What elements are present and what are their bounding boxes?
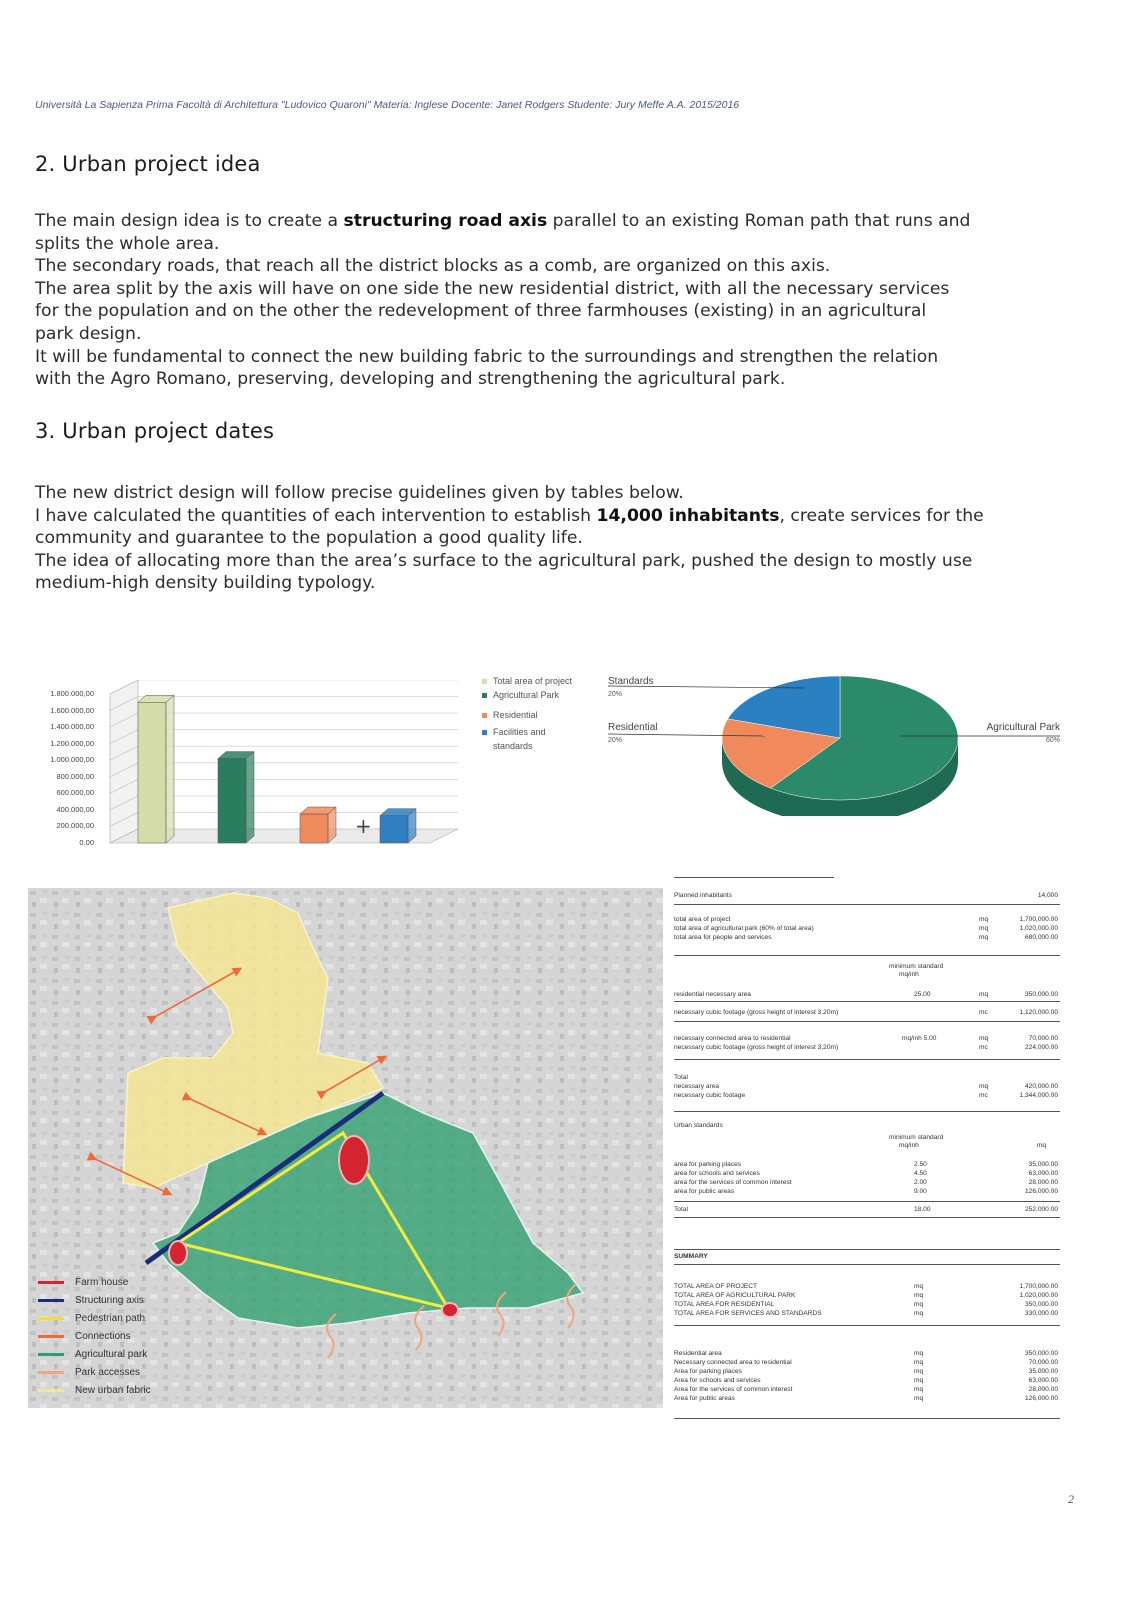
table-cell: Necessary connected area to residential: [674, 1359, 792, 1366]
pie-label-agricultural-park: [975, 722, 1060, 744]
table-cell: 25.00: [914, 991, 931, 998]
line-text: with the Agro Romano, preserving, developing and strengthening the agricultural park.: [35, 369, 786, 390]
bar-legend-item: [482, 676, 572, 686]
table-row: [674, 1092, 1060, 1101]
table-cell: 350,000.00: [1024, 991, 1058, 998]
map-legend-item: [38, 1385, 151, 1396]
table-row: [674, 1301, 1060, 1310]
legend-label: Facilities and: [493, 727, 546, 737]
table-cell: 126,000.00: [1024, 1188, 1058, 1195]
pie-label-standards: [608, 676, 654, 698]
table-cell: Total: [674, 1074, 688, 1081]
table-cell: 4.50: [914, 1170, 927, 1177]
table-rule: [674, 1418, 1060, 1419]
section3-line: [35, 527, 1075, 550]
table-cell: Area for the services of common interest: [674, 1386, 793, 1393]
urban-plan-map-drawing: [28, 888, 663, 1408]
table-cell: area for public areas: [674, 1188, 735, 1195]
table-cell: necessary cubic footage (gross height of interest 3.20m): [674, 1009, 839, 1016]
table-cell: 28,000.00: [1028, 1386, 1058, 1393]
document-header: Università La Sapienza Prima Facoltà di Architettura "Ludovico Quaroni" Materia: Inglese Docente: Janet Rodgers Studente: Jury Meffe A.A. 2015/2016: [35, 99, 740, 111]
bar-legend-item: [482, 690, 559, 700]
table-cell: 63,000.00: [1028, 1170, 1058, 1177]
table-cell: Residential area: [674, 1350, 722, 1357]
table-row: [674, 916, 1060, 925]
table-cell: mq: [914, 1368, 924, 1375]
table-row: [674, 1142, 1060, 1151]
table-cell: necessary area: [674, 1083, 720, 1090]
table-cell: 1,700,000.00: [1019, 916, 1058, 923]
section3-line: [35, 482, 1075, 505]
line-text: for the population and on the other the redevelopment of three farmhouses (existing) in an agricultural: [35, 301, 927, 322]
table-row: [674, 1310, 1060, 1319]
line-text: I have calculated the quantities of each intervention to establish: [35, 505, 597, 526]
table-cell: mc: [979, 1044, 988, 1051]
table-row: [674, 892, 1060, 901]
table-cell: 126,000.00: [1024, 1395, 1058, 1402]
table-cell: residential necessary area: [674, 991, 751, 998]
planned-inhabitants-value: 14,000: [1037, 892, 1058, 899]
legend-label: Agricultural Park: [493, 690, 560, 700]
table-cell: necessary cubic footage: [674, 1092, 746, 1099]
y-tick-label: 1.800.000,00: [50, 689, 94, 698]
map-legend-item: [38, 1349, 147, 1360]
summary-title: SUMMARY: [674, 1253, 708, 1260]
table-cell: Urban standards: [674, 1122, 723, 1129]
line-bold-text: 14,000 inhabitants: [596, 505, 780, 526]
section2-line: [35, 346, 1075, 369]
table-row: [674, 1170, 1060, 1179]
pie-label-residential: [608, 722, 657, 744]
section3-line: [35, 572, 1075, 595]
bar-chart-areas: [28, 680, 468, 870]
section2-line: [35, 233, 1075, 256]
table-cell: total area for people and services: [674, 934, 772, 941]
section-title-urban-project-idea: 2. Urban project idea: [35, 152, 261, 176]
section3-line: [35, 505, 1075, 528]
table-cell: 63,000.00: [1028, 1377, 1058, 1384]
legend-label: Pedestrian path: [75, 1313, 146, 1324]
line-text: parallel to an existing Roman path that runs and: [547, 211, 971, 231]
table-cell: Area for public areas: [674, 1395, 735, 1402]
y-tick-label: 800.000,00: [56, 771, 94, 781]
table-cell: mq: [914, 1386, 924, 1393]
table-cell: mq: [979, 1035, 989, 1042]
table-rule: [674, 1201, 1060, 1202]
y-tick-label: 1.400.000,00: [50, 722, 94, 732]
map-legend-item: [38, 1277, 128, 1288]
legend-line-swatch: [38, 1317, 64, 1320]
y-tick-label: 1.200.000,00: [50, 738, 94, 748]
legend-label: Agricultural park: [75, 1349, 148, 1360]
planned-inhabitants-label: Planned inhabitants: [674, 892, 732, 899]
table-cell: mc: [979, 1009, 988, 1016]
table-cell: area for parking places: [674, 1161, 742, 1168]
y-tick-label: 600.000,00: [56, 788, 94, 798]
section-body-urban-project-dates: [35, 482, 1075, 595]
table-cell: area for schools and services: [674, 1170, 760, 1177]
table-rule: [674, 904, 1060, 905]
urban-plan-map: [28, 888, 663, 1408]
line-text: The idea of allocating more than the area’s surface to the agricultural park, pushed the design to mostly use: [35, 550, 973, 571]
legend-label: Residential: [493, 710, 538, 720]
table-cell: mq/inh: [899, 971, 919, 978]
table-rule: [674, 1001, 1060, 1002]
table-cell: mq: [914, 1283, 924, 1290]
legend-swatch: [482, 679, 487, 684]
table-rule: [674, 1021, 1060, 1022]
legend-label: Total area of project: [493, 676, 573, 686]
map-legend-item: [38, 1313, 145, 1324]
table-row: [674, 1386, 1060, 1395]
section-body-urban-project-idea: [35, 210, 1075, 391]
table-cell: Area for parking places: [674, 1368, 742, 1375]
legend-swatch: [482, 713, 487, 718]
bar-chart-canvas: [28, 680, 468, 870]
bar-legend-item: [482, 741, 533, 751]
table-row: [674, 1253, 1060, 1262]
y-tick-label: 0.00: [79, 838, 94, 847]
table-rule: [674, 877, 834, 878]
table-cell: 2.00: [914, 1179, 927, 1186]
line-text: splits the whole area.: [35, 233, 220, 254]
legend-line-swatch: [38, 1299, 64, 1302]
table-cell: necessary cubic footage (gross height of interest 3,20m): [674, 1044, 839, 1051]
project-data-tables: [674, 875, 1064, 1435]
legend-line-swatch: [38, 1389, 64, 1392]
table-cell: mq/inh: [899, 1142, 919, 1149]
table-row: [674, 1179, 1060, 1188]
table-cell: mq: [1036, 1142, 1046, 1149]
line-text: , create services for the: [779, 505, 984, 526]
table-cell: TOTAL AREA FOR RESIDENTIAL: [674, 1301, 775, 1308]
map-legend-item: [38, 1295, 144, 1306]
table-cell: area for the services of common interest: [674, 1179, 792, 1186]
table-cell: total area of project: [674, 916, 731, 923]
table-cell: 1,344,000.00: [1019, 1092, 1058, 1099]
legend-label: Structuring axis: [75, 1295, 144, 1306]
y-tick-label: 200.000,00: [56, 821, 94, 831]
bar-front: [138, 702, 166, 843]
table-cell: necessary connected area to residential: [674, 1035, 791, 1042]
table-cell: 28,000.00: [1028, 1179, 1058, 1186]
table-cell: mq: [979, 1083, 989, 1090]
table-cell: TOTAL AREA FOR SERVICES AND STANDARDS: [674, 1310, 822, 1317]
table-row: [674, 925, 1060, 934]
section2-line: [35, 255, 1075, 278]
table-rule: [674, 1111, 1060, 1112]
table-cell: 9.00: [914, 1188, 927, 1195]
legend-line-swatch: [38, 1353, 64, 1356]
table-row: [674, 1206, 1060, 1215]
legend-label: Connections: [75, 1331, 131, 1342]
table-row: [674, 934, 1060, 943]
bar-side: [166, 695, 174, 843]
table-cell: 1,700,000.00: [1019, 1283, 1058, 1290]
page-number: 2: [1068, 1492, 1074, 1506]
table-cell: mq: [914, 1350, 924, 1357]
farm-house-1: [339, 1136, 369, 1184]
table-row: [674, 1044, 1060, 1053]
bar-legend-item: [482, 710, 538, 720]
table-row: [674, 1350, 1060, 1359]
table-cell: minimum standard: [889, 1134, 944, 1141]
bar-1: [218, 752, 254, 843]
table-cell: minimum standard: [889, 963, 944, 970]
y-tick-label: 1.600.000,00: [50, 705, 94, 715]
table-row: [674, 1188, 1060, 1197]
table-cell: mq: [914, 1359, 924, 1366]
line-text: It will be fundamental to connect the new building fabric to the surroundings and strengthen the relation: [35, 346, 939, 367]
legend-label: Farm house: [75, 1277, 129, 1288]
bar-front: [380, 816, 408, 843]
table-cell: 1,020,000.00: [1019, 1292, 1058, 1299]
table-cell: mq: [979, 916, 989, 923]
pie-label-agricultural-park-name: Agricultural Park: [986, 722, 1060, 733]
table-cell: mc: [979, 1092, 988, 1099]
pie-label-residential-name: Residential: [608, 722, 658, 733]
table-cell: Total: [674, 1206, 688, 1213]
pie-label-standards-name: Standards: [608, 676, 654, 687]
line-text: The main design idea is to create a: [35, 211, 344, 231]
farm-house-3: [442, 1303, 458, 1317]
line-bold-text: structuring road axis: [343, 211, 548, 231]
legend-swatch: [482, 730, 487, 735]
table-rule: [674, 1325, 1060, 1326]
section2-line: [35, 300, 1075, 323]
farm-house-2: [169, 1241, 187, 1265]
table-row: [674, 1292, 1060, 1301]
table-cell: mq/inh 5.00: [902, 1035, 937, 1042]
table-cell: mq: [979, 991, 989, 998]
table-cell: 35,000.00: [1028, 1368, 1058, 1375]
legend-swatch: [482, 693, 487, 698]
bar-3: [380, 809, 416, 843]
section2-line: [35, 210, 1075, 233]
table-cell: 252,000.00: [1024, 1206, 1058, 1213]
line-text: The secondary roads, that reach all the district blocks as a comb, are organized on this axis.: [35, 256, 831, 277]
bar-0: [138, 695, 174, 843]
bar-legend-item: [482, 727, 546, 737]
table-cell: 224,000.00: [1024, 1044, 1058, 1051]
table-row: [674, 1359, 1060, 1368]
bar-front: [218, 759, 246, 843]
table-cell: TOTAL AREA OF PROJECT: [674, 1283, 758, 1290]
table-row: [674, 971, 1060, 980]
section2-line: [35, 323, 1075, 346]
table-cell: mq: [914, 1292, 924, 1299]
line-text: park design.: [35, 323, 142, 344]
table-cell: mq: [914, 1310, 924, 1317]
table-rule: [674, 1249, 1060, 1250]
table-cell: mq: [979, 934, 989, 941]
table-row: [674, 1377, 1060, 1386]
table-cell: TOTAL AREA OF AGRICULTURAL PARK: [674, 1292, 796, 1299]
table-row: [674, 1035, 1060, 1044]
map-legend-item: [38, 1367, 140, 1378]
bar-chart-side-wall: [110, 680, 138, 843]
table-cell: mq: [914, 1301, 924, 1308]
plus-sign: +: [355, 814, 372, 838]
table-cell: 18.00: [914, 1206, 931, 1213]
table-cell: mq: [979, 925, 989, 932]
section-title-urban-project-dates: 3. Urban project dates: [35, 419, 275, 443]
table-row: [674, 1009, 1060, 1018]
bar-front: [300, 814, 328, 843]
table-row: [674, 1083, 1060, 1092]
table-rule: [674, 1217, 1060, 1218]
table-cell: 2.50: [914, 1161, 927, 1168]
table-row: [674, 1161, 1060, 1170]
table-row: [674, 1395, 1060, 1404]
bar-2: [300, 807, 336, 843]
table-cell: 35,000.00: [1028, 1161, 1058, 1168]
line-text: community and guarantee to the population a good quality life.: [35, 528, 583, 549]
table-row: [674, 1283, 1060, 1292]
bar-side: [246, 752, 254, 843]
table-cell: 70,000.00: [1028, 1359, 1058, 1366]
table-rule: [674, 1059, 1060, 1060]
map-legend-item: [38, 1331, 131, 1342]
table-cell: 1,120,000.00: [1019, 1009, 1058, 1016]
table-cell: 420,000.00: [1024, 1083, 1058, 1090]
legend-label: Park accesses: [75, 1367, 141, 1378]
legend-line-swatch: [38, 1335, 64, 1338]
table-row: [674, 1368, 1060, 1377]
y-tick-label: 400.000,00: [56, 804, 94, 814]
section2-line: [35, 368, 1075, 391]
y-tick-label: 1.000.000,00: [50, 755, 94, 765]
legend-label: standards: [493, 741, 533, 751]
section3-line: [35, 550, 1075, 573]
table-cell: total area of agricultural park (60% of total area): [674, 925, 814, 932]
table-cell: 1,020,000.00: [1019, 925, 1058, 932]
legend-label: New urban fabric: [75, 1385, 151, 1396]
pie-label-standards-pct: 20%: [608, 691, 623, 698]
table-rule: [674, 1264, 1060, 1265]
legend-line-swatch: [38, 1281, 64, 1284]
table-row: [674, 991, 1060, 1000]
line-text: medium-high density building typology.: [35, 573, 376, 594]
table-rule: [674, 955, 1060, 956]
table-row: [674, 1122, 1060, 1131]
table-cell: 350,000.00: [1024, 1350, 1058, 1357]
pie-label-residential-pct: 20%: [608, 737, 623, 744]
table-cell: Area for schools and services: [674, 1377, 761, 1384]
table-cell: 350,000.00: [1024, 1301, 1058, 1308]
table-cell: mq: [914, 1377, 924, 1384]
line-text: The area split by the axis will have on one side the new residential district, with all the necessary services: [35, 278, 950, 299]
section2-line: [35, 278, 1075, 301]
legend-line-swatch: [38, 1371, 64, 1374]
table-row: [674, 1074, 1060, 1083]
pie-label-agricultural-park-pct: 60%: [1045, 737, 1060, 744]
table-cell: 70,000.00: [1028, 1035, 1058, 1042]
table-cell: 330,000.00: [1024, 1310, 1058, 1317]
line-text: The new district design will follow precise guidelines given by tables below.: [35, 483, 684, 503]
table-cell: 680,000.00: [1024, 934, 1058, 941]
table-cell: mq: [914, 1395, 924, 1402]
